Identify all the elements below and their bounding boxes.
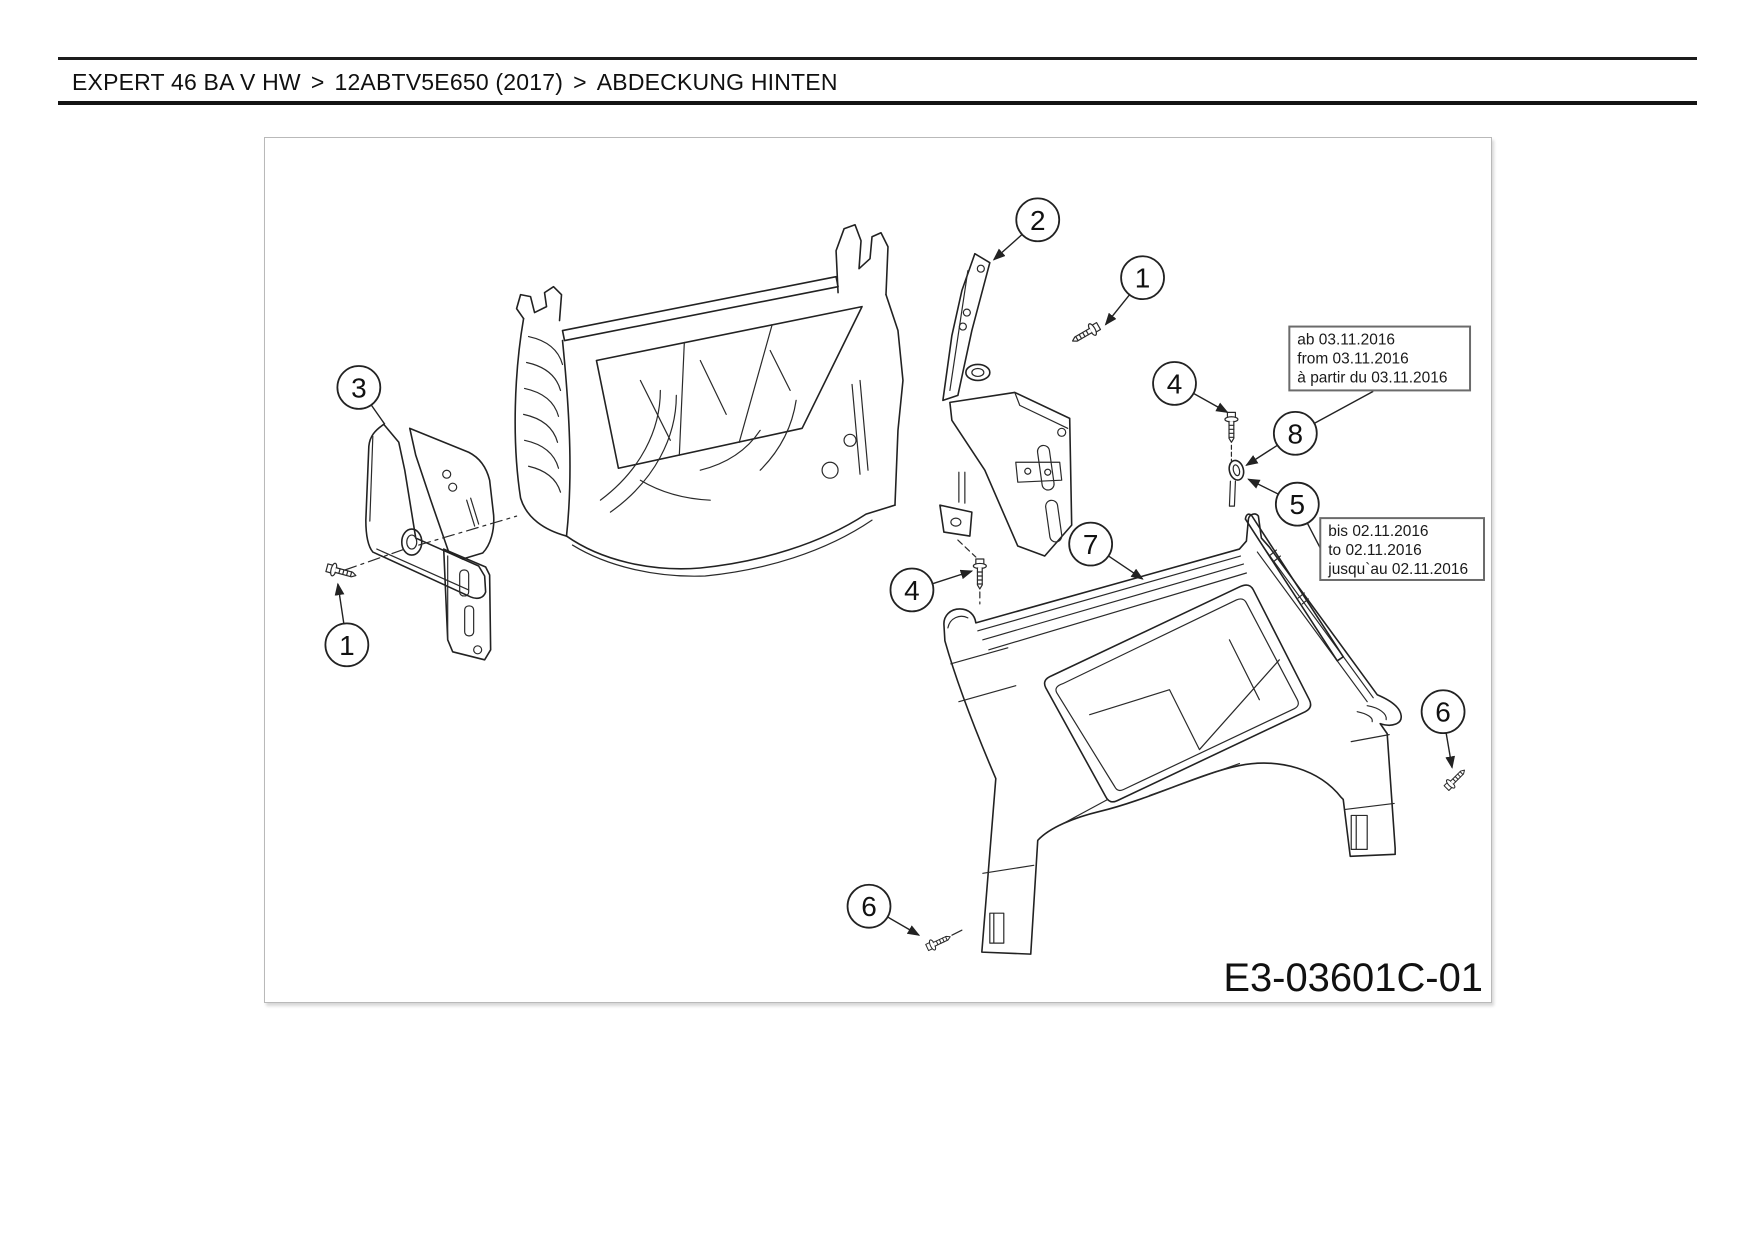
balloon-part-1-bottom[interactable] — [325, 623, 368, 666]
svg-text:bis 02.11.2016: bis 02.11.2016 — [1328, 523, 1429, 541]
svg-text:6: 6 — [861, 891, 877, 923]
balloon-part-8[interactable] — [1274, 412, 1317, 455]
balloon-part-7[interactable] — [1069, 523, 1112, 566]
svg-text:8: 8 — [1287, 418, 1304, 450]
svg-text:1: 1 — [1134, 262, 1151, 294]
svg-text:à partir du 03.11.2016: à partir du 03.11.2016 — [1297, 369, 1448, 387]
svg-text:to 02.11.2016: to 02.11.2016 — [1328, 542, 1422, 560]
drawing-number: E3-03601C-01 — [1223, 956, 1484, 1001]
screw-icon — [1443, 766, 1469, 792]
breadcrumb-item-model[interactable]: EXPERT 46 BA V HW — [72, 69, 301, 95]
balloon-part-2[interactable] — [1016, 198, 1059, 241]
screw-icon — [325, 561, 357, 581]
svg-text:7: 7 — [1082, 529, 1099, 561]
balloon-part-1-top[interactable] — [1121, 256, 1164, 299]
screw-icon — [925, 930, 962, 952]
center-housing-part — [345, 225, 1062, 604]
balloon-part-4-bottom[interactable] — [890, 569, 933, 612]
breadcrumb-item-article[interactable]: 12ABTV5E650 (2017) — [334, 69, 564, 95]
svg-text:5: 5 — [1289, 489, 1306, 521]
screw-icon — [1069, 320, 1101, 346]
parts-diagram-panel — [264, 137, 1492, 1003]
breadcrumb-separator: > — [573, 69, 587, 95]
svg-text:6: 6 — [1435, 696, 1451, 728]
svg-text:ab 03.11.2016: ab 03.11.2016 — [1297, 331, 1396, 349]
balloon-part-5[interactable] — [1276, 483, 1319, 526]
breadcrumb-separator: > — [310, 69, 325, 95]
svg-text:3: 3 — [351, 372, 367, 404]
exploded-view-drawing — [265, 138, 1491, 1002]
note-valid-from — [1289, 327, 1470, 391]
retainer-ring-part — [1227, 445, 1246, 506]
svg-text:1: 1 — [339, 629, 355, 661]
svg-text:2: 2 — [1029, 204, 1046, 236]
header-rule-bottom — [58, 101, 1697, 105]
note-valid-until — [1320, 518, 1484, 580]
screw-icon — [1225, 412, 1238, 442]
svg-text:from 03.11.2016: from 03.11.2016 — [1297, 350, 1409, 368]
breadcrumb-item-assembly[interactable]: ABDECKUNG HINTEN — [596, 69, 838, 95]
svg-text:4: 4 — [1166, 368, 1183, 400]
header-rule-top — [58, 57, 1697, 60]
screw-icon — [973, 559, 986, 589]
balloon-part-3[interactable] — [337, 366, 380, 409]
svg-text:jusqu`au 02.11.2016: jusqu`au 02.11.2016 — [1328, 560, 1469, 578]
breadcrumb — [72, 69, 838, 96]
svg-text:4: 4 — [904, 574, 920, 606]
balloon-part-6-right[interactable] — [1422, 690, 1465, 733]
balloon-part-6-bottom[interactable] — [848, 885, 891, 928]
balloon-part-4-top[interactable] — [1153, 362, 1196, 405]
